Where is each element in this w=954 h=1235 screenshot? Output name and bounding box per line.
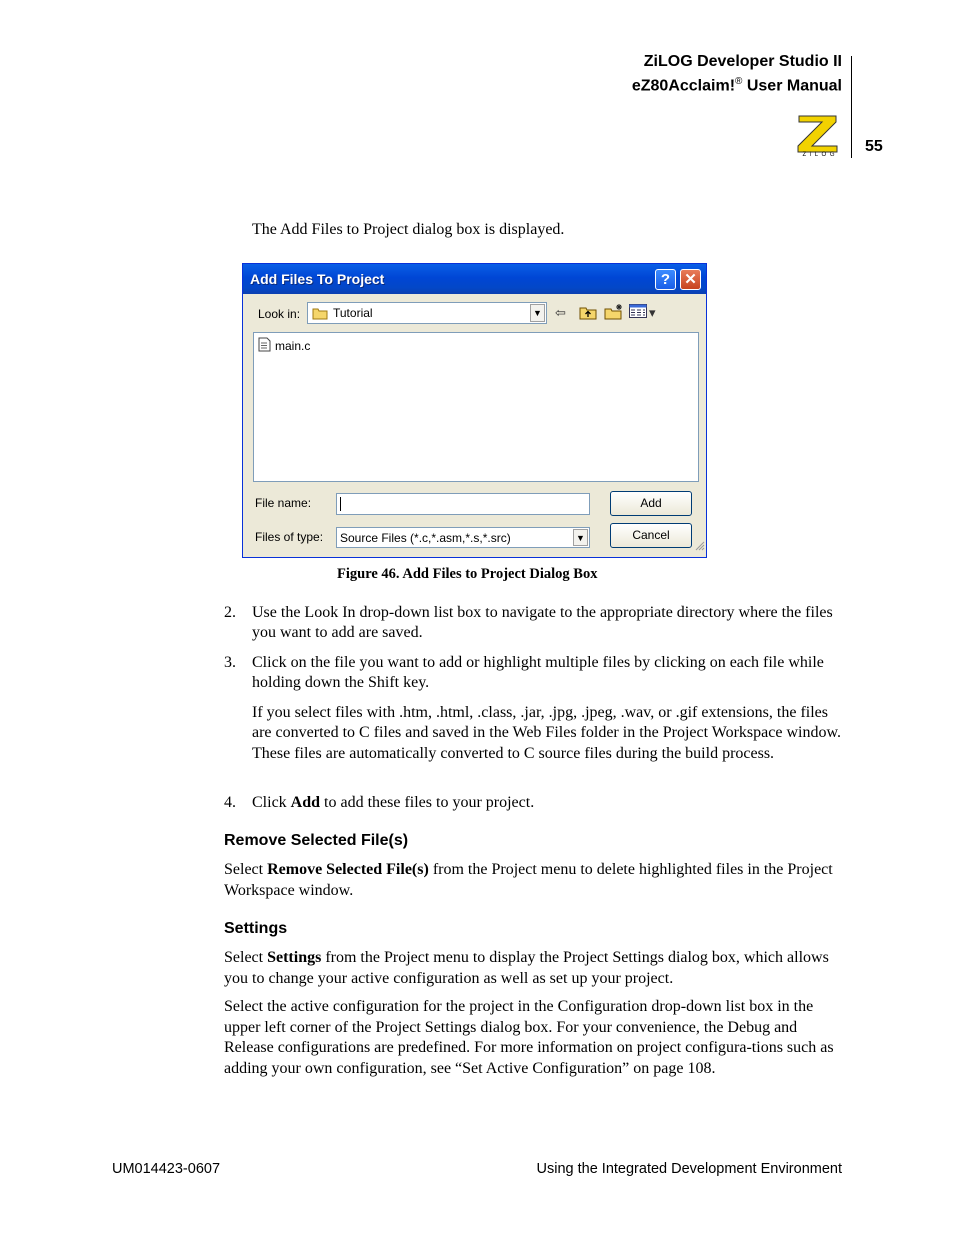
header-title: ZiLOG Developer Studio II <box>643 53 842 70</box>
close-button[interactable]: ✕ <box>680 269 701 290</box>
step4-bold: Add <box>290 794 321 811</box>
settings-pre: Select <box>224 949 268 966</box>
remove-post: from the Project menu to delete highlighted files in the Project Workspace window. <box>224 861 833 899</box>
settings-paragraph-2: Select the active configuration for the project in the Configuration drop-down list box in the upper left corner of the Project Settings dialog box. For your convenience, the Debug and Release configurations are predefined. For more information on project configura-tions such as adding your own configuration, see “Set Active Configuration” on page 108. <box>224 998 834 1077</box>
resize-grip-icon[interactable] <box>694 538 705 556</box>
dialog-title: Add Files To Project <box>250 271 385 287</box>
step4-pre: Click <box>252 794 291 811</box>
logo-text: Z i L O G <box>802 152 836 158</box>
step-note: If you select files with .htm, .html, .class, .jar, .jpg, .jpeg, .wav, or .gif extensions, the files are converted to C files and saved in the Web Files folder in the Project Workspace window. These files are automatically converted to C source files during the build process. <box>252 704 841 762</box>
look-in-label: Look in: <box>258 307 301 321</box>
step-text: Click on the file you want to add or highlight multiple files by clicking on each file while holding down the Shift key. <box>252 654 824 691</box>
text-caret <box>340 497 341 511</box>
registered-mark: ® <box>735 76 743 87</box>
folder-icon <box>312 306 328 323</box>
dialog-titlebar <box>243 264 706 294</box>
file-name-label: File name: <box>255 496 312 510</box>
file-item[interactable] <box>258 337 310 355</box>
header-divider <box>851 56 852 158</box>
new-folder-icon[interactable] <box>604 304 624 322</box>
settings-bold: Settings <box>267 949 322 966</box>
step-number: 3. <box>224 654 236 671</box>
footer-doc-id: UM014423-0607 <box>112 1161 221 1177</box>
look-in-value: Tutorial <box>333 306 373 320</box>
step-number: 2. <box>224 604 236 621</box>
step4-post: to add these files to your project. <box>320 794 535 811</box>
settings-post: from the Project menu to display the Project Settings dialog box, which allows you to change your active configuration as well as set up your project. <box>224 949 829 987</box>
chevron-down-icon[interactable]: ▾ <box>649 305 656 320</box>
chevron-down-icon[interactable]: ▼ <box>530 304 545 322</box>
chevron-down-icon[interactable]: ▼ <box>573 529 588 546</box>
header-subtitle <box>632 72 842 96</box>
header-manual: User Manual <box>742 77 842 95</box>
up-folder-icon[interactable] <box>579 304 597 322</box>
files-of-type-dropdown[interactable] <box>336 527 590 548</box>
add-files-dialog <box>242 263 707 558</box>
section-heading-settings: Settings <box>224 920 288 937</box>
footer-chapter: Using the Integrated Development Environment <box>536 1161 842 1177</box>
page-number: 55 <box>865 138 883 155</box>
zilog-logo <box>796 114 840 160</box>
step-text: Use the Look In drop-down list box to navigate to the appropriate directory where the files you want to add are saved. <box>252 604 833 641</box>
section-heading-remove: Remove Selected File(s) <box>224 832 409 849</box>
settings-paragraph-1 <box>224 948 846 989</box>
help-button[interactable]: ? <box>655 269 676 290</box>
file-list[interactable] <box>253 332 699 482</box>
cancel-button[interactable]: Cancel <box>610 523 692 548</box>
file-name-text: main.c <box>275 339 311 353</box>
step-text <box>252 793 846 813</box>
document-icon <box>258 337 271 355</box>
intro-text: The Add Files to Project dialog box is displayed. <box>252 221 565 238</box>
remove-paragraph <box>224 860 846 901</box>
files-of-type-value: Source Files (*.c,*.asm,*.s,*.src) <box>340 531 511 545</box>
file-name-input[interactable] <box>336 493 590 515</box>
figure-caption: Figure 46. Add Files to Project Dialog Box <box>337 566 598 582</box>
view-menu-icon[interactable] <box>629 304 647 322</box>
add-button[interactable]: Add <box>610 491 692 516</box>
header-product: eZ80Acclaim! <box>631 77 736 95</box>
files-of-type-label: Files of type: <box>255 530 324 544</box>
step-number: 4. <box>224 794 236 811</box>
look-in-dropdown[interactable] <box>307 302 547 324</box>
back-icon[interactable]: ⇦ <box>555 305 566 320</box>
remove-pre: Select <box>224 861 268 878</box>
remove-bold: Remove Selected File(s) <box>267 861 429 878</box>
